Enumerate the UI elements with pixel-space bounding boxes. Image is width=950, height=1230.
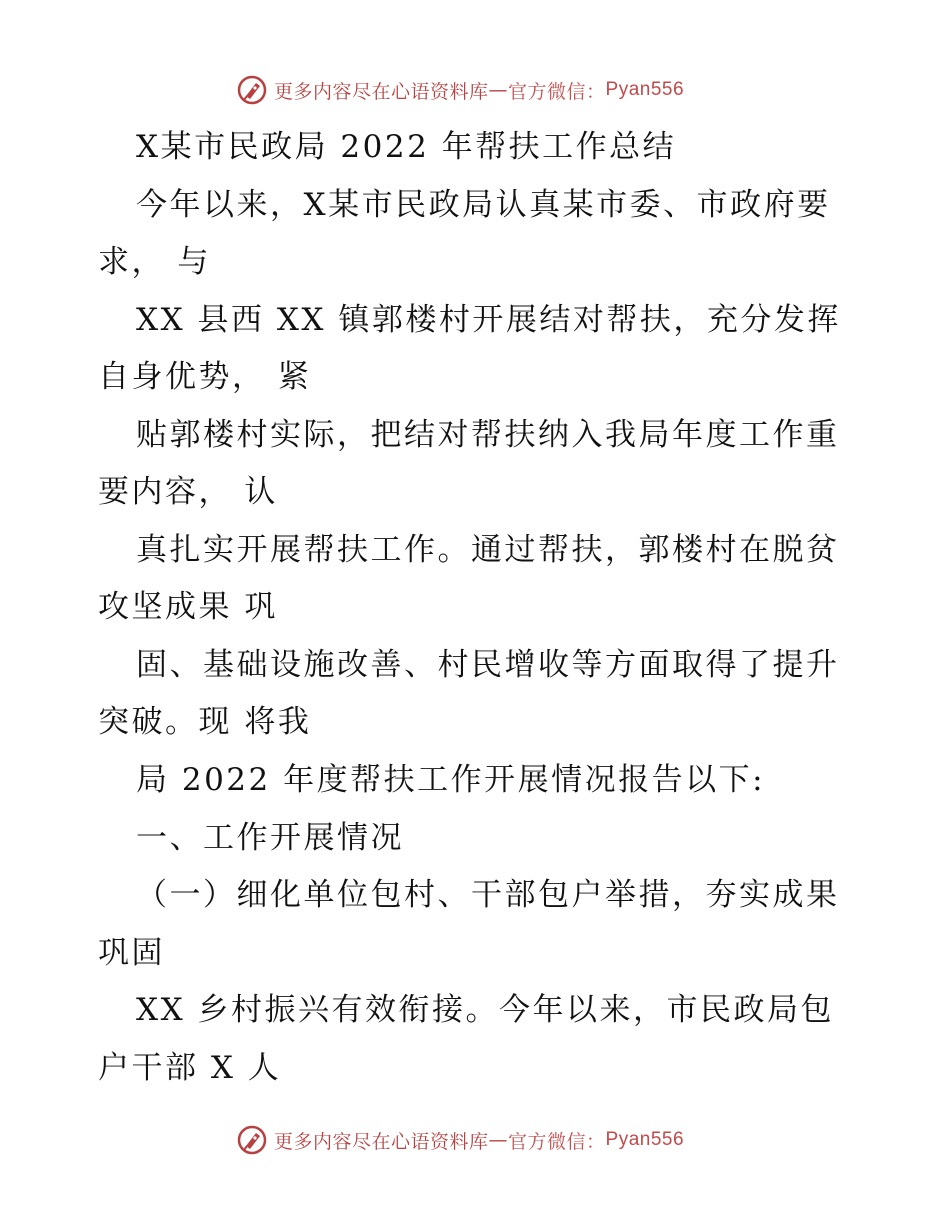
document-title: X某市民政局 2022 年帮扶工作总结 <box>136 129 677 165</box>
watermark-sub-text: 官方微信： <box>508 1130 606 1153</box>
subsection-heading: （一）细化单位包村、干部包户举措，夯实成果 <box>136 877 840 913</box>
watermark-main-text: 更多内容尽在心语资料库 <box>274 80 489 103</box>
paragraph-line: 局 2022 年度帮扶工作开展情况报告以下: <box>136 762 766 798</box>
watermark-dash: — <box>488 1129 509 1151</box>
paragraph-line: 突破。现 将我 <box>98 704 312 740</box>
paragraph-line: 真扎实开展帮扶工作。通过帮扶，郭楼村在脱贫 <box>136 532 840 568</box>
watermark-footer <box>236 1123 684 1157</box>
paragraph-line: 今年以来，X某市民政局认真某市委、市政府要 <box>136 187 831 223</box>
watermark-dash: — <box>488 79 509 101</box>
watermark-sub-text: 官方微信： <box>508 80 606 103</box>
section-heading: 一、工作开展情况 <box>136 820 404 856</box>
paragraph-line: XX 乡村振兴有效衔接。今年以来，市民政局包 <box>136 992 834 1028</box>
paragraph-line: 固、基础设施改善、村民增收等方面取得了提升 <box>136 647 840 683</box>
watermark-wechat-id: Pyan556 <box>605 79 685 100</box>
paragraph-line: 自身优势， 紧 <box>98 359 312 395</box>
paragraph-line: 贴郭楼村实际，把结对帮扶纳入我局年度工作重 <box>136 417 840 453</box>
paragraph-line: 攻坚成果 巩 <box>98 589 278 625</box>
paragraph-line: 户干部 X 人 <box>98 1050 282 1086</box>
paragraph-line: 要内容， 认 <box>98 474 278 510</box>
watermark-main-text: 更多内容尽在心语资料库 <box>274 1130 489 1153</box>
paragraph-line: XX 县西 XX 镇郭楼村开展结对帮扶，充分发挥 <box>136 302 841 338</box>
paragraph-line: 求， 与 <box>98 244 211 280</box>
watermark-wechat-id: Pyan556 <box>605 1129 685 1150</box>
pen-nib-circle-icon <box>236 1124 268 1156</box>
paragraph-line: 巩固 <box>98 935 165 971</box>
